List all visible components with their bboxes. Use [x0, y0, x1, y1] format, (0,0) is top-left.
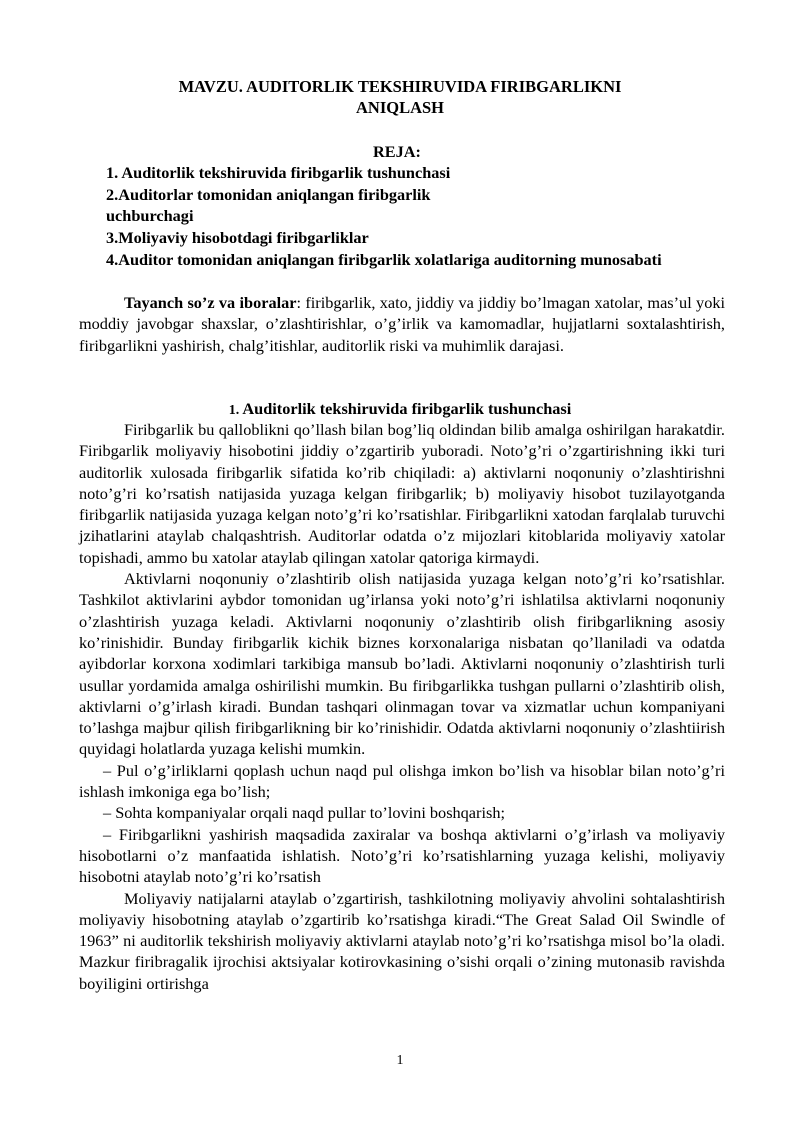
page-number: 1: [396, 1053, 404, 1068]
document-title: MAVZU. AUDITORLIK TEKSHIRUVIDA FIRIBGARLIKNI: [178, 77, 622, 96]
bullet-item: – Pul o’g’irliklarni qoplash uchun naqd pul olishga imkon bo’lish va hisoblar bilan noto’g’ri ishlash imkoniga ega bo’lish;: [79, 760, 725, 802]
plan-item-3: 3.Moliyaviy hisobotdagi firibgarliklar: [106, 228, 369, 247]
body-paragraph: Moliyaviy natijalarni ataylab o’zgartirish, tashkilotning moliyaviy ahvolini sohtalashtirish moliyaviy hisobotning ataylab o’zgartirib ko’rsatishga kiradi.“The Great Salad Oil Swindle of 1963” ni auditorlik tekshirish moliyaviy aktivlarni ataylab noto’g’ri ko’rsatishga misol bo’la oladi. Mazkur firibragalik ijrochisi aktsiyalar kotirovkasining o’sishi orqali o’zining mutonasib ravishda boyiligini ortirishga: [79, 888, 725, 993]
body-paragraph: Aktivlarni noqonuniy o’zlashtirib olish natijasida yuzaga kelgan noto’g’ri ko’rsatishlar. Tashkilot aktivlarini aybdor tomonidan ug’irlansa yoki noto’g’ri ishlatilsa aktivlarni noqonuniy o’zlashtirish yuzaga keladi. Aktivlarni noqonuniy o’zlashtirib olish firibgarlikning asosiy ko’rinishidir. Bunday firibgarlik kichik biznes korxonalariga nisbatan qo’llaniladi va odatda ayibdorlar korxona xodimlari tarkibiga mansub bo’ladi. Aktivlarni noqonuniy o’zlashtirish turli usullar yordamida amalga oshirilishi mumkin. Bu firibgarlikka tushgan pullarni o’zlashtirib olish, aktivlarni o’g’irlash kiradi. Bundan tashqari olinmagan tovar va xizmatlar uchun kompaniyani to’lashga majbur qilish firibgarlikning bir ko’rinishidir. Odatda aktivlarni noqonuniy o’zlashtiirish quyidagi holatlarda yuzaga kelishi mumkin.: [79, 569, 725, 759]
plan-item-1: 1. Auditorlik tekshiruvida firibgarlik tushunchasi: [106, 163, 451, 182]
keywords-label: Tayanch so’z va iboralar: [124, 293, 297, 312]
section-title: Auditorlik tekshiruvida firibgarlik tushunchasi: [239, 399, 572, 418]
section-heading: [0, 398, 800, 421]
document-title-continued: ANIQLASH: [355, 98, 445, 117]
section-body: [79, 419, 725, 994]
plan-heading: REJA:: [373, 142, 421, 161]
keywords-paragraph: [79, 292, 725, 356]
plan-item-2: 2.Auditorlar tomonidan aniqlangan firibgarlik: [106, 185, 431, 204]
body-paragraph: Firibgarlik bu qalloblikni qo’llash bilan bog’liq oldindan bilib amalga oshirilgan harakatdir. Firibgarlik moliyaviy hisobotini jiddiy o’zgartirib yuboradi. Noto’g’ri o’zgartirishning ikki turi auditorlik xulosada firibgarlik sifatida ko’rib chiqiladi: a) aktivlarni noqonuniy o’zlashtirishni noto’g’ri ko’rsatish natijasida yuzaga kelgan firibgarlik; b) moliyaviy hisobot tuzilayotganda firibgarlik natijasida yuzaga kelgan noto’g’ri ko’rsatishlar. Firibgarlikni xatodan farqlalab turuvchi jzihatlarini ataylab chalqashtrish. Auditorlar odatda o’z mijozlari kitoblarida moliyaviy xatolar topishadi, ammo bu xatolar ataylab qilingan xatolar qatoriga kirmaydi.: [79, 420, 725, 567]
keywords-text: : firibgarlik, xato, jiddiy va jiddiy bo’lmagan xatolar, mas’ul yoki moddiy javobgar shaxslar, o’zlashtirishlar, o’g’irlik va kamomadlar, hujjatlarni soxtalashtirish, firibgarlikni yashirish, chalg’itishlar, auditorlik riski va muhimlik darajasi.: [79, 293, 725, 355]
plan-item-4: 4.Auditor tomonidan aniqlangan firibgarlik xolatlariga auditorning munosabati: [106, 250, 662, 269]
bullet-item: – Sohta kompaniyalar orqali naqd pullar to’lovini boshqarish;: [103, 803, 505, 823]
plan-item-2-continued: uchburchagi: [106, 206, 194, 225]
section-number: 1.: [228, 403, 240, 418]
bullet-item: – Firibgarlikni yashirish maqsadida zaxiralar va boshqa aktivlarni o’g’irlash va moliyaviy hisobotlarni o’z manfaatida ishlatish. Noto’g’ri ko’rsatishlarning yuzaga kelishi, moliyaviy hisobotni ataylab noto’g’ri ko’rsatish: [79, 824, 725, 887]
